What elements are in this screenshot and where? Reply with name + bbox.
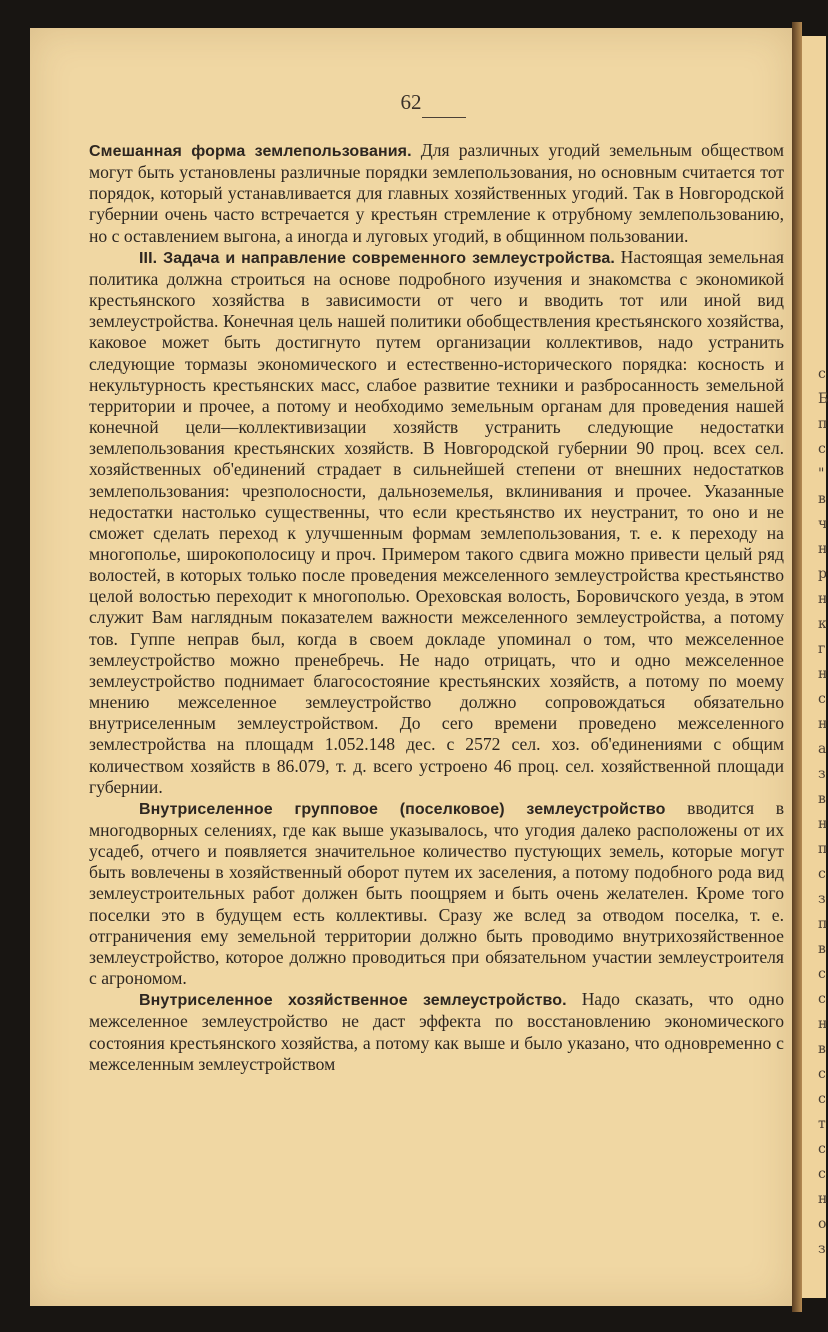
next-page-fragment: в	[818, 941, 826, 957]
paragraph-text: вводится в многодворных селениях, где как выше указывалось, что угодия далеко расположены от их усадеб, отчего и появляется значительное количество пустующих земель, которые могут быть вовлечены в хозяйственный оборот путем их заселения, а потому подобного рода вид землеустроительных работ должен быть поощряем и быть очень желателен. Кроме того поселки это в будущем есть коллективы. Сразу же вслед за отводом поселка, т. е. отграничения ему земельной территории должно быть проводимо внутрихозяйственное землеустройство, которое должно проводиться при обязательном участии землеустроителя с агрономом.	[89, 797, 785, 989]
next-page-fragment: п	[818, 916, 828, 932]
next-page-fragment: н	[818, 816, 828, 832]
next-page-fragment: с	[818, 866, 826, 882]
next-page-fragment: з	[818, 1241, 826, 1257]
next-page-edge	[802, 36, 826, 1298]
heading-modern-land-management: III. Задача и направление современного землеустройства.	[139, 249, 615, 267]
next-page-fragment: г	[818, 641, 826, 657]
next-page-fragment: с	[818, 1166, 826, 1182]
next-page-fragment: н	[818, 541, 828, 557]
paragraph-group-settlement	[89, 798, 784, 989]
paragraph-text: Настоящая земельная политика должна строиться на основе подробного изучения и знакомства с экономикой крестьянского хозяйства в зависимости от чего и вводить тот или иной вид землеустройства. Конечная цель нашей политики обобществления крестьянского хозяйства, каковое может быть достигнуто путем организации коллективов, надо устранить следующие тормазы экономического и естественно-исторического порядка: косность и некультурность крестьянских масс, слабое развитие техники и разбросанность земельной территории и прочее, а потому и необходимо земельным органам для проведения нашей конечной цели—коллективизации хозяйств устранить следующие недостатки землепользования крестьянских хозяйств. В Новгородской губернии 90 проц. всех сел. хозяйственных об'единений страдает в сильнейшей степени от внешних недостатков землепользования: чрезполосности, дальноземелья, вклинивания и прочее. Указанные недостатки настолько существенны, что если крестьянство их неустранит, то оно и не сможет сделать переход к улучшенным формам землепользования, т. е. к переходу на многополье, широкополосицу и проч. Примером такого сдвига можно привести целый ряд волостей, в которых только после проведения межселенного землеустройства крестьянство целой волостью переходит к многополью. Ореховская волость, Боровичского уезда, в этом служит Вам наглядным показателем важности межселенного землеустройства, а потому тов. Гуппе неправ был, когда в своем докладе упоминал о том, что межселенное землеустройство можно пренебречь. Не надо отрицать, что и одно межселенное землеустройство поднимает благосостояние крестьянских хозяйств, а потому по моему мнению межселенное землеустройство должно сопровождаться обязательно внутриселенным землеустройством. До сего времени проведено межселенного землестройства на площадм 1.052.148 дес. с 2572 сел. хоз. об'единениями с общим количеством хозяйств в 86.079, т. д. всего устроено 46 проц. сел. хозяйственной площади губернии.	[89, 246, 785, 797]
next-page-fragment: п	[818, 841, 828, 857]
page-number: 62	[400, 90, 422, 114]
next-page-fragment: с	[818, 1141, 826, 1157]
next-page-fragment: с	[818, 1091, 826, 1107]
next-page-fragment: с	[818, 991, 826, 1007]
next-page-fragment: о	[818, 1216, 827, 1232]
next-page-fragment: н	[818, 591, 828, 607]
heading-intra-village-economic: Внутриселенное хозяйственное землеустройство.	[139, 992, 567, 1010]
next-page-fragment: н	[818, 1191, 828, 1207]
next-page-fragment: к	[818, 616, 827, 632]
next-page-fragment: н	[818, 716, 828, 732]
next-page-fragment: Б	[818, 391, 828, 407]
next-page-fragment: ч	[818, 516, 828, 532]
paragraph-intra-village-economic	[89, 989, 784, 1075]
next-page-fragment: с	[818, 966, 826, 982]
next-page-fragment: "	[818, 466, 825, 482]
heading-mixed-land-use: Смешанная форма землепользования.	[89, 143, 412, 160]
page-number-underline	[422, 117, 466, 118]
paragraph-modern-land-management	[89, 247, 784, 798]
heading-group-settlement: Внутриселенное групповое (поселковое) землеустройство	[139, 800, 666, 818]
book-gutter	[792, 22, 802, 1312]
next-page-fragment: в	[818, 791, 826, 807]
next-page-fragment: н	[818, 666, 828, 682]
next-page-fragment: н	[818, 1016, 828, 1032]
next-page-fragment: а	[818, 741, 827, 757]
next-page-fragment: з	[818, 891, 826, 907]
next-page-fragment: в	[818, 491, 826, 507]
book-page	[30, 28, 792, 1306]
next-page-fragment: в	[818, 1041, 826, 1057]
next-page-fragment: п	[818, 416, 828, 432]
next-page-fragment: с	[818, 366, 826, 382]
next-page-fragment: с	[818, 441, 826, 457]
next-page-fragment: с	[818, 691, 826, 707]
next-page-fragment: з	[818, 766, 826, 782]
next-page-fragment: с	[818, 1066, 826, 1082]
paragraph-mixed-land-use	[89, 140, 784, 247]
next-page-fragment: р	[818, 566, 827, 582]
page-text	[89, 140, 784, 1075]
next-page-fragment: т	[818, 1116, 826, 1132]
paragraph-text: Надо сказать, что одно межселенное землеустройство не даст эффекта по восстановлению экономического состояния крестьянского хозяйства, а потому как выше и было указано, что одновременно с межселенным землеустройством	[89, 989, 784, 1074]
paragraph-text: Для различных угодий земельным обществом могут быть установлены различные порядки землепользования, но основным считается тот порядок, который устанавливается для главных хозяйственных угодий. Так в Новгородской губернии очень часто встречается у крестьян стремление к отрубному землепользованию, но с оставлением выгона, а иногда и луговых угодий, в общинном пользовании.	[89, 140, 784, 246]
